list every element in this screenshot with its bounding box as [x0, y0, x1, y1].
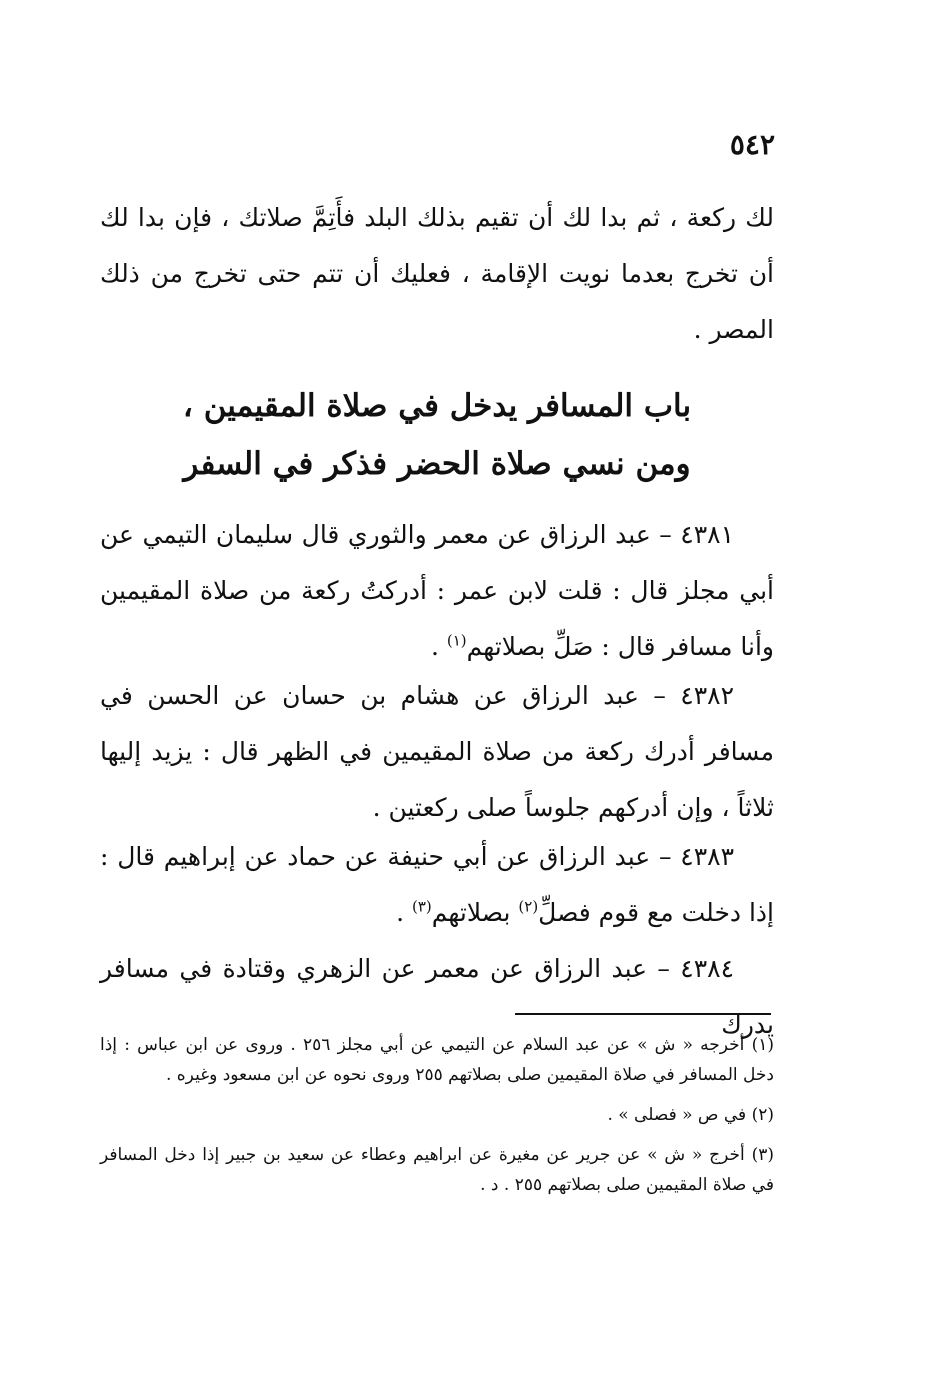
hadith-number: ٤٣٨١ [680, 520, 735, 549]
footnote-2: (٢) في ص « فصلى » . [607, 1105, 774, 1125]
page-number: ٥٤٢ [729, 128, 775, 161]
footnotes [100, 1030, 774, 1210]
hadith-text: – عبد الرزاق عن أبي حنيفة عن حماد عن إبراهيم قال : إذا دخلت مع قوم فصلِّ [100, 842, 774, 927]
chapter-title-line-2: ومن نسي صلاة الحضر فذكر في السفر [183, 446, 691, 482]
footnote-ref: (١) [446, 631, 467, 650]
footnote-ref: (٣) [411, 897, 432, 916]
hadith-tail: . [430, 632, 447, 661]
hadith-number: ٤٣٨٢ [680, 681, 734, 710]
hadith-number: ٤٣٨٤ [680, 954, 734, 983]
hadith-tail: . [396, 898, 412, 927]
intro-paragraph [100, 190, 774, 358]
hadith-text: – عبد الرزاق عن معمر والثوري قال سليمان التيمي عن أبي مجلز قال : قلت لابن عمر : أدركتُ ركعة من صلاة المقيمين وأنا مسافر قال : صَلِّ بصلاتهم [100, 520, 774, 661]
footnote-3: (٣) أخرج « ش » عن جرير عن مغيرة عن ابراهيم وعطاء عن سعيد بن جبير إذا دخل المسافر في صلاة المقيمين صلى بصلاتهم ٢٥٥ . د . [100, 1145, 774, 1195]
chapter-title-line-1: باب المسافر يدخل في صلاة المقيمين ، [182, 388, 692, 424]
intro-text: لك ركعة ، ثم بدا لك أن تقيم بذلك البلد فأَتِمَّ صلاتك ، فإن بدا لك أن تخرج بعدما نويت الإقامة ، فعليك أن تتم حتى تخرج من ذلك المصر . [100, 203, 774, 344]
footnote-separator [515, 1013, 771, 1015]
chapter-heading [100, 377, 774, 493]
footnote-1: (١) أخرجه « ش » عن عبد السلام عن التيمي عن أبي مجلز ٢٥٦ . وروى عن ابن عباس : إذا دخل المسافر في صلاة المقيمين صلى بصلاتهم ٢٥٥ وروى نحوه عن ابن مسعود وغيره . [100, 1035, 774, 1085]
hadith-text: – عبد الرزاق عن معمر عن الزهري وقتادة في مسافر يدرك [100, 954, 774, 1039]
hadith-4383 [100, 829, 774, 941]
hadith-text: – عبد الرزاق عن هشام بن حسان عن الحسن في مسافر أدرك ركعة من صلاة المقيمين في الظهر قال : يزيد إليها ثلاثاً ، وإن أدركهم جلوساً صلى ركعتين . [100, 681, 774, 822]
hadith-4381 [100, 507, 774, 675]
footnote-ref: (٢) [518, 897, 539, 916]
hadith-number: ٤٣٨٣ [680, 842, 734, 871]
hadith-text: بصلاتهم [431, 898, 519, 927]
hadith-4382 [100, 668, 774, 836]
